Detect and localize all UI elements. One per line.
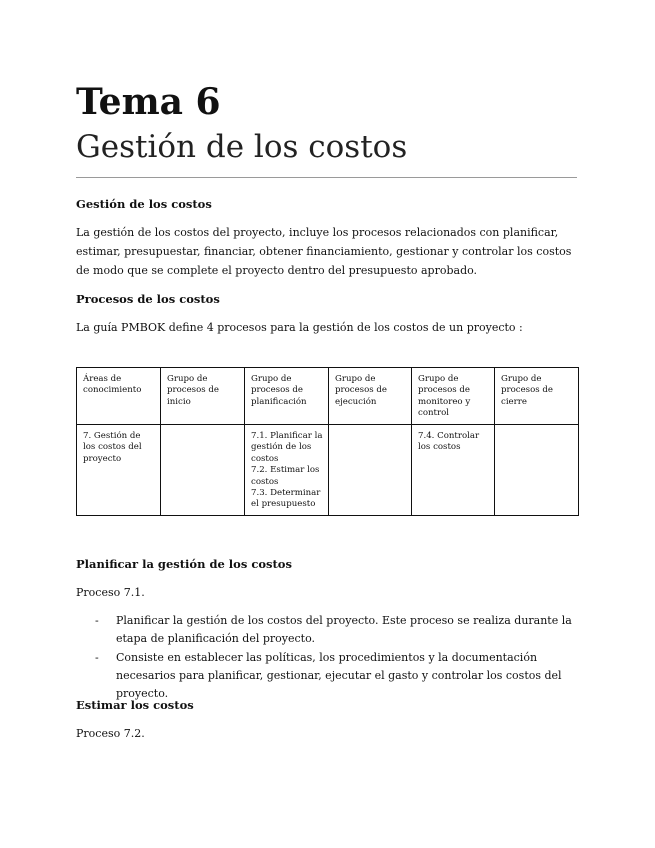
section-heading-gestion: Gestión de los costos <box>76 197 212 211</box>
table-cell-area: 7. Gestión de los costos del proyecto <box>77 425 161 516</box>
chapter-number: Tema 6 <box>76 81 221 123</box>
table-cell-inicio <box>161 425 245 516</box>
section-body-gestion: La gestión de los costos del proyecto, incluye los procesos relacionados con planificar, estimar, presupuestar, financiar, obtener financiamiento, gestionar y controlar los costos de modo que se complete el proyecto dentro del presupuesto aprobado. <box>76 226 572 277</box>
process-label-7-1: Proceso 7.1. <box>76 586 145 599</box>
bullet-text: Planificar la gestión de los costos del proyecto. Este proceso se realiza durante la etapa de planificación del proyecto. <box>116 614 572 645</box>
process-7-2: 7.2. Estimar los costos <box>251 465 320 487</box>
process-7-1: 7.1. Planificar la gestión de los costos <box>251 431 323 464</box>
bullet-dash: - <box>95 651 99 664</box>
process-label-7-2: Proceso 7.2. <box>76 727 145 740</box>
table-cell-planificacion <box>245 425 329 516</box>
section-heading-estimar: Estimar los costos <box>76 698 194 712</box>
table-header-cell: Grupo de procesos de cierre <box>495 368 579 425</box>
list-item <box>76 649 579 703</box>
table-row <box>77 425 579 516</box>
table-header-cell: Grupo de procesos de planificación <box>245 368 329 425</box>
table-cell-monitoreo: 7.4. Controlar los costos <box>412 425 495 516</box>
chapter-title: Gestión de los costos <box>76 129 408 165</box>
table-cell-ejecucion <box>329 425 412 516</box>
process-7-3: 7.3. Determinar el presupuesto <box>251 488 321 510</box>
bullet-dash: - <box>95 614 99 627</box>
table-header-cell: Grupo de procesos de monitoreo y control <box>412 368 495 425</box>
table-header-cell: Áreas de conocimiento <box>77 368 161 425</box>
table-header-row <box>77 368 579 425</box>
process-table <box>76 367 579 516</box>
title-divider <box>76 177 577 178</box>
table-header-cell: Grupo de procesos de inicio <box>161 368 245 425</box>
section-heading-procesos: Procesos de los costos <box>76 292 220 306</box>
section-heading-planificar: Planificar la gestión de los costos <box>76 557 292 571</box>
table-cell-cierre <box>495 425 579 516</box>
section-body-procesos: La guía PMBOK define 4 procesos para la gestión de los costos de un proyecto : <box>76 321 523 334</box>
table-header-cell: Grupo de procesos de ejecución <box>329 368 412 425</box>
bullet-list <box>76 612 579 704</box>
list-item <box>76 612 579 648</box>
bullet-text: Consiste en establecer las políticas, los procedimientos y la documentación necesarios para planificar, gestionar, ejecutar el gasto y controlar los costos del proyecto. <box>116 651 562 700</box>
